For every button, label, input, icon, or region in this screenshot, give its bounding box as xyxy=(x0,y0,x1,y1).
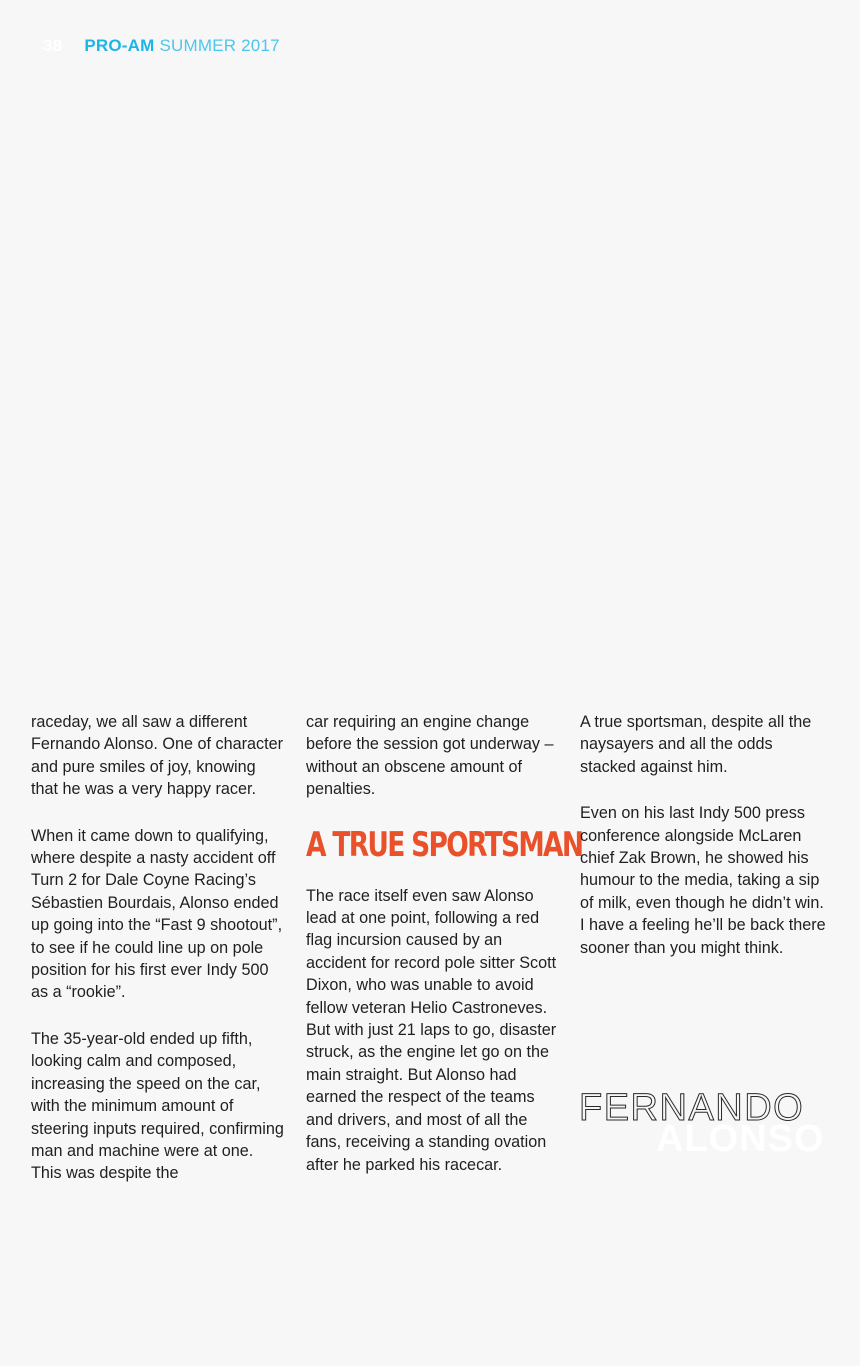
page-header xyxy=(43,36,280,60)
paragraph: When it came down to qualifying, where despite a nasty accident off Turn 2 for Dale Coyne Racing’s Sébastien Bourdais, Alonso ended up going into the “Fast 9 shootout”, to see if he could line up on pole position for his first ever Indy 500 as a “rookie”. xyxy=(31,826,283,1002)
page-number: 38 xyxy=(43,36,63,55)
paragraph: raceday, we all saw a different Fernando Alonso. One of character and pure smiles of joy, knowing that he was a very happy racer. xyxy=(31,713,283,799)
signature-first-name: FERNANDO xyxy=(579,1087,805,1129)
paragraph: The race itself even saw Alonso lead at one point, following a red flag incursion caused by an accident for record pole sitter Scott Dixon, who was unable to avoid fellow veteran Helio Castroneves. But with just 21 laps to go, disaster struck, as the engine let go on the main straight. But Alonso had earned the respect of the teams and drivers, and most of all the fans, receiving a standing ovation after he parked his racecar. xyxy=(306,886,557,1174)
paragraph: Even on his last Indy 500 press conference alongside McLaren chief Zak Brown, he showed his humour to the media, taking a sip of milk, even though he didn’t win. I have a feeling he’ll be back there sooner than you might think. xyxy=(580,804,826,957)
author-signature xyxy=(579,1086,839,1166)
article-column-1 xyxy=(31,711,286,1209)
issue-label: SUMMER 2017 xyxy=(159,36,280,55)
paragraph: A true sportsman, despite all the naysayers and all the odds stacked against him. xyxy=(580,713,812,776)
magazine-brand: PRO-AM xyxy=(84,36,155,55)
signature-last-name: ALONSO xyxy=(656,1118,825,1160)
article-column-2 xyxy=(306,711,583,1200)
section-heading: A TRUE SPORTSMAN xyxy=(306,824,583,865)
article-column-3 xyxy=(580,711,830,983)
paragraph: car requiring an engine change before the session got underway – without an obscene amount of penalties. xyxy=(306,713,554,799)
paragraph: The 35-year-old ended up fifth, looking calm and composed, increasing the speed on the car, with the minimum amount of steering inputs required, confirming man and machine were at one. This was despite the xyxy=(31,1029,284,1183)
